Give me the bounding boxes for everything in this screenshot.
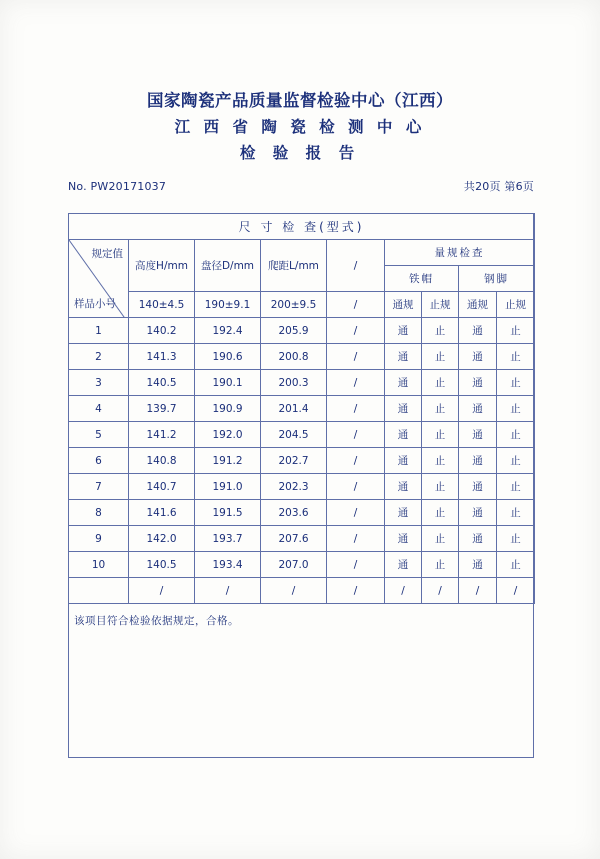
row-height: 140.8 — [129, 448, 195, 474]
table-row — [69, 526, 535, 552]
row-gauge-go-2: 通 — [459, 448, 497, 474]
row-diameter: 191.5 — [195, 500, 261, 526]
row-gauge-nogo-1: 止 — [422, 552, 459, 578]
row-sample-no: 3 — [69, 370, 129, 396]
row-creepage: 202.3 — [261, 474, 327, 500]
row-blank: / — [327, 344, 385, 370]
table-row — [69, 474, 535, 500]
report-header — [0, 88, 600, 166]
row-blank: / — [327, 578, 385, 604]
gauge-column-nogo-1: 止规 — [422, 292, 459, 318]
gauge-subgroup-ironcap: 铁帽 — [385, 266, 459, 292]
row-sample-no — [69, 578, 129, 604]
column-header-height: 高度H/mm — [129, 240, 195, 292]
row-height: 140.2 — [129, 318, 195, 344]
row-height: 141.3 — [129, 344, 195, 370]
row-gauge-go-2: / — [459, 578, 497, 604]
row-gauge-go-1: 通 — [385, 344, 422, 370]
row-creepage: 207.0 — [261, 552, 327, 578]
row-creepage: / — [261, 578, 327, 604]
row-sample-no: 9 — [69, 526, 129, 552]
row-creepage: 204.5 — [261, 422, 327, 448]
row-height: 140.5 — [129, 370, 195, 396]
table-row — [69, 500, 535, 526]
report-title-line1: 国家陶瓷产品质量监督检验中心（江西） — [147, 91, 453, 110]
row-height: / — [129, 578, 195, 604]
header-corner-cell — [69, 240, 129, 318]
row-gauge-nogo-2: 止 — [497, 344, 535, 370]
row-gauge-go-1: 通 — [385, 552, 422, 578]
row-gauge-nogo-1: 止 — [422, 318, 459, 344]
row-gauge-go-1: 通 — [385, 500, 422, 526]
row-gauge-go-2: 通 — [459, 422, 497, 448]
row-gauge-go-2: 通 — [459, 370, 497, 396]
report-meta — [68, 178, 534, 194]
row-sample-no: 7 — [69, 474, 129, 500]
table-row — [69, 318, 535, 344]
row-gauge-nogo-2: 止 — [497, 552, 535, 578]
row-diameter: / — [195, 578, 261, 604]
row-sample-no: 2 — [69, 344, 129, 370]
row-gauge-go-1: 通 — [385, 422, 422, 448]
row-creepage: 207.6 — [261, 526, 327, 552]
row-gauge-go-2: 通 — [459, 318, 497, 344]
row-gauge-nogo-2: 止 — [497, 318, 535, 344]
row-gauge-go-2: 通 — [459, 344, 497, 370]
dimension-check-table — [68, 213, 535, 604]
conclusion-note: 该项目符合检验依据规定，合格。 — [74, 615, 239, 627]
row-creepage: 203.6 — [261, 500, 327, 526]
row-height: 139.7 — [129, 396, 195, 422]
row-diameter: 190.9 — [195, 396, 261, 422]
row-gauge-nogo-1: 止 — [422, 448, 459, 474]
table-row — [69, 370, 535, 396]
report-number: No. PW20171037 — [68, 180, 167, 193]
row-height: 142.0 — [129, 526, 195, 552]
column-header-creepage: 爬距L/mm — [261, 240, 327, 292]
row-diameter: 193.7 — [195, 526, 261, 552]
column-header-diameter: 盘径D/mm — [195, 240, 261, 292]
report-title-line2: 江 西 省 陶 瓷 检 测 中 心 — [174, 118, 426, 136]
row-gauge-nogo-1: 止 — [422, 474, 459, 500]
row-creepage: 205.9 — [261, 318, 327, 344]
row-gauge-go-1: 通 — [385, 448, 422, 474]
spec-value-diameter: 190±9.1 — [195, 292, 261, 318]
row-gauge-nogo-2: 止 — [497, 448, 535, 474]
row-blank: / — [327, 500, 385, 526]
row-gauge-nogo-2: 止 — [497, 474, 535, 500]
corner-sample-label: 样品小号 — [74, 298, 116, 310]
spec-value-creepage: 200±9.5 — [261, 292, 327, 318]
row-height: 140.5 — [129, 552, 195, 578]
table-row — [69, 396, 535, 422]
table-row — [69, 422, 535, 448]
spec-value-blank: / — [327, 292, 385, 318]
row-blank: / — [327, 526, 385, 552]
row-blank: / — [327, 474, 385, 500]
row-gauge-nogo-1: 止 — [422, 500, 459, 526]
table-row — [69, 578, 535, 604]
row-sample-no: 10 — [69, 552, 129, 578]
row-diameter: 192.4 — [195, 318, 261, 344]
row-sample-no: 1 — [69, 318, 129, 344]
row-creepage: 201.4 — [261, 396, 327, 422]
row-gauge-nogo-2: 止 — [497, 526, 535, 552]
row-gauge-go-1: / — [385, 578, 422, 604]
row-gauge-go-2: 通 — [459, 474, 497, 500]
row-gauge-nogo-1: / — [422, 578, 459, 604]
row-diameter: 190.1 — [195, 370, 261, 396]
row-gauge-nogo-2: 止 — [497, 396, 535, 422]
row-gauge-go-2: 通 — [459, 526, 497, 552]
row-sample-no: 8 — [69, 500, 129, 526]
row-gauge-go-1: 通 — [385, 474, 422, 500]
row-gauge-nogo-1: 止 — [422, 526, 459, 552]
row-gauge-go-1: 通 — [385, 318, 422, 344]
row-gauge-go-2: 通 — [459, 500, 497, 526]
gauge-subgroup-steelpin: 钢脚 — [459, 266, 535, 292]
row-creepage: 202.7 — [261, 448, 327, 474]
column-header-blank: / — [327, 240, 385, 292]
row-sample-no: 6 — [69, 448, 129, 474]
row-height: 141.2 — [129, 422, 195, 448]
row-height: 141.6 — [129, 500, 195, 526]
page-indicator: 共20页 第6页 — [463, 180, 534, 193]
row-gauge-nogo-2: 止 — [497, 500, 535, 526]
row-blank: / — [327, 318, 385, 344]
row-gauge-nogo-1: 止 — [422, 344, 459, 370]
row-diameter: 193.4 — [195, 552, 261, 578]
row-blank: / — [327, 448, 385, 474]
row-gauge-go-1: 通 — [385, 396, 422, 422]
row-diameter: 191.0 — [195, 474, 261, 500]
table-row — [69, 552, 535, 578]
row-gauge-nogo-1: 止 — [422, 396, 459, 422]
gauge-column-go-2: 通规 — [459, 292, 497, 318]
row-diameter: 191.2 — [195, 448, 261, 474]
row-sample-no: 5 — [69, 422, 129, 448]
row-gauge-go-1: 通 — [385, 526, 422, 552]
gauge-column-nogo-2: 止规 — [497, 292, 535, 318]
gauge-column-go-1: 通规 — [385, 292, 422, 318]
row-creepage: 200.3 — [261, 370, 327, 396]
section-title: 尺 寸 检 查(型式) — [69, 214, 535, 240]
row-gauge-go-1: 通 — [385, 370, 422, 396]
row-blank: / — [327, 396, 385, 422]
row-blank: / — [327, 422, 385, 448]
row-gauge-nogo-1: 止 — [422, 370, 459, 396]
row-gauge-go-2: 通 — [459, 396, 497, 422]
row-gauge-nogo-2: / — [497, 578, 535, 604]
row-creepage: 200.8 — [261, 344, 327, 370]
table-row — [69, 344, 535, 370]
corner-spec-label: 规定值 — [91, 248, 123, 260]
row-sample-no: 4 — [69, 396, 129, 422]
row-gauge-go-2: 通 — [459, 552, 497, 578]
row-gauge-nogo-2: 止 — [497, 370, 535, 396]
spec-value-height: 140±4.5 — [129, 292, 195, 318]
row-diameter: 190.6 — [195, 344, 261, 370]
column-header-gauge-group: 量规检查 — [385, 240, 535, 266]
row-blank: / — [327, 370, 385, 396]
row-gauge-nogo-2: 止 — [497, 422, 535, 448]
row-blank: / — [327, 552, 385, 578]
table-row — [69, 448, 535, 474]
report-title-line3: 检 验 报 告 — [239, 144, 361, 162]
row-gauge-nogo-1: 止 — [422, 422, 459, 448]
row-height: 140.7 — [129, 474, 195, 500]
row-diameter: 192.0 — [195, 422, 261, 448]
